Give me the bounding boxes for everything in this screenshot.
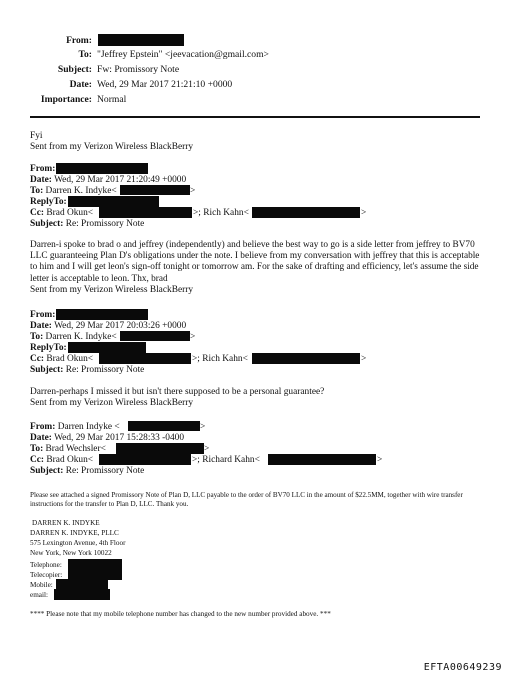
header-divider — [30, 116, 480, 118]
msg3-cc-line: Cc: Brad Okun< — [30, 455, 94, 465]
redaction-block — [68, 196, 159, 207]
to-value: "Jeffrey Epstein" <jeevacation@gmail.com> — [97, 49, 269, 60]
msg1-to-line: To: Darren K. Indyke< — [30, 186, 117, 196]
signature-firm: DARREN K. INDYKE, PLLC — [30, 529, 119, 537]
signature-address2: New York, New York 10022 — [30, 549, 112, 557]
msg3-body: Please see attached a signed Promissory Note of Plan D, LLC payable to the order of BV70 LLC in the amount of $22.5MM, together with wire transfer instructions for the transfer to Plan D, LLC. Thank you. — [30, 491, 463, 508]
msg2-subject-line: Subject: Re: Promissory Note — [30, 365, 145, 375]
redaction-block — [252, 353, 360, 364]
msg3-date-line: Date: Wed, 29 Mar 2017 15:28:33 -0400 — [30, 433, 185, 443]
signature-name: DARREN K. INDYKE — [32, 519, 100, 527]
document-id: EFTA00649239 — [423, 662, 502, 673]
date-value: Wed, 29 Mar 2017 21:21:10 +0000 — [97, 79, 233, 90]
msg3-to-line: To: Brad Wechsler< — [30, 444, 106, 454]
signature-email-label: email: — [30, 591, 48, 599]
msg1-signoff: Sent from my Verizon Wireless BlackBerry — [30, 285, 194, 295]
redaction-block — [99, 454, 191, 465]
importance-label: Importance: — [40, 94, 92, 105]
from-label: From: — [66, 35, 92, 46]
redaction-block — [54, 589, 110, 600]
mobile-change-note: **** Please note that my mobile telephone number has changed to the new number provided above. *** — [30, 610, 331, 618]
msg1-replyto-label: ReplyTo: — [30, 197, 67, 207]
msg2-cc-close: > — [361, 354, 367, 364]
msg2-body: Darren-perhaps I missed it but isn't there supposed to be a personal guarantee? — [30, 387, 325, 397]
msg2-cc-mid: >; Rich Kahn< — [192, 354, 248, 364]
msg3-to-close: > — [204, 444, 210, 454]
redaction-block — [99, 353, 191, 364]
msg1-from-label: From: — [30, 164, 56, 174]
redaction-block — [116, 443, 204, 454]
msg1-to-close: > — [190, 186, 196, 196]
msg1-date-line: Date: Wed, 29 Mar 2017 21:20:49 +0000 — [30, 175, 187, 185]
date-label: Date: — [69, 79, 92, 90]
msg1-body: Darren-i spoke to brad o and jeffrey (independently) and believe the best way to go is a side letter from jeffrey to BV70 LLC guaranteeing Plan D's obligations under the note. I believe from my conversation with jeffrey that this is acceptable to him and I will get leon's sign-off tonight or tomorrow am. For the sake of drafting and efficiency, let's assume the side letter is acceptable to leon. Thx, brad — [30, 240, 480, 284]
importance-value: Normal — [97, 94, 127, 105]
subject-value: Fw: Promissory Note — [97, 64, 180, 75]
msg3-from-line: From: Darren Indyke < — [30, 422, 120, 432]
msg3-cc-mid: >; Richard Kahn< — [192, 455, 260, 465]
redaction-block — [56, 309, 148, 320]
msg1-cc-mid: >; Rich Kahn< — [193, 208, 249, 218]
msg2-signoff: Sent from my Verizon Wireless BlackBerry — [30, 398, 194, 408]
redaction-block — [268, 454, 376, 465]
msg1-cc-close: > — [361, 208, 367, 218]
redaction-block — [56, 163, 148, 174]
msg2-replyto-label: ReplyTo: — [30, 343, 67, 353]
msg2-from-label: From: — [30, 310, 56, 320]
msg3-subject-line: Subject: Re: Promissory Note — [30, 466, 145, 476]
redaction-block — [252, 207, 360, 218]
msg2-date-line: Date: Wed, 29 Mar 2017 20:03:26 +0000 — [30, 321, 187, 331]
intro-fyi: Fyi — [30, 131, 43, 141]
signature-address1: 575 Lexington Avenue, 4th Floor — [30, 539, 126, 547]
msg2-cc-line: Cc: Brad Okun< — [30, 354, 94, 364]
msg2-to-close: > — [190, 332, 196, 342]
signature-telecopier-label: Telecopier: — [30, 571, 63, 579]
subject-label: Subject: — [57, 64, 92, 75]
redaction-block — [99, 207, 192, 218]
redaction-block — [128, 421, 200, 431]
msg2-to-line: To: Darren K. Indyke< — [30, 332, 117, 342]
msg3-cc-close: > — [377, 455, 383, 465]
msg1-cc-line: Cc: Brad Okun< — [30, 208, 94, 218]
redaction-block — [68, 342, 146, 353]
msg1-subject-line: Subject: Re: Promissory Note — [30, 219, 145, 229]
signature-mobile-label: Mobile: — [30, 581, 53, 589]
to-label: To: — [78, 49, 92, 60]
redaction-block — [120, 185, 190, 195]
redaction-block — [98, 34, 184, 46]
msg3-from-close: > — [200, 422, 206, 432]
signature-telephone-label: Telephone: — [30, 561, 62, 569]
redaction-block — [120, 331, 190, 341]
intro-signoff: Sent from my Verizon Wireless BlackBerry — [30, 142, 194, 152]
